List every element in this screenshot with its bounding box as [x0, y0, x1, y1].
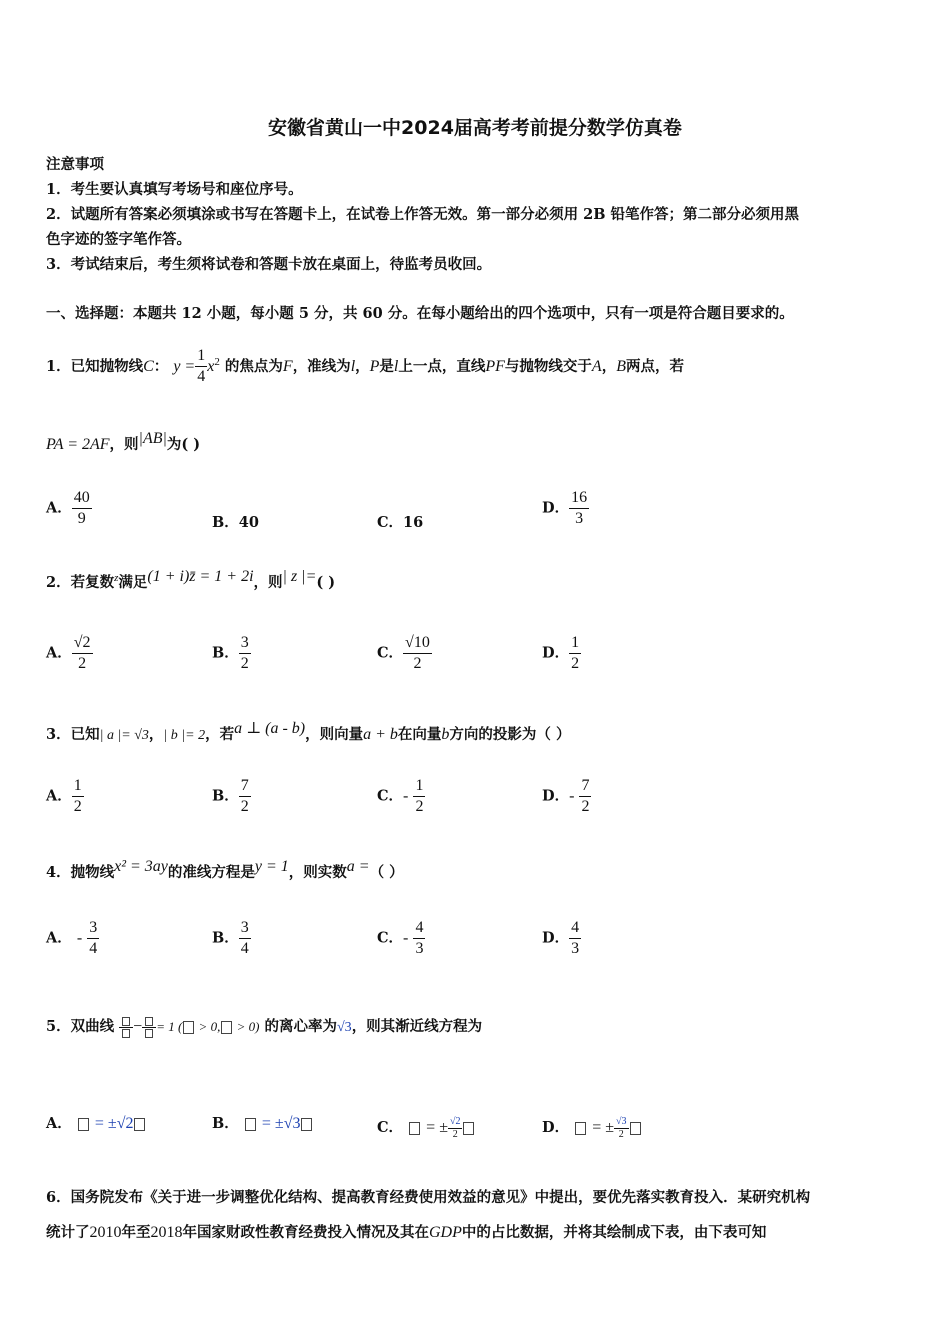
q1-text: ，准线为 — [292, 357, 351, 375]
q1-colon: ： — [153, 357, 169, 375]
q4-equation: x² = 3ay — [114, 858, 168, 875]
q1-text: ， — [601, 357, 617, 375]
q5-text: 5．双曲线 — [46, 1018, 115, 1035]
q1-paren: 为( ) — [166, 435, 201, 453]
option-num: 3 — [239, 633, 251, 654]
q2-text: ，则 — [253, 573, 283, 591]
question-1-stem — [46, 342, 684, 387]
q2-equation: (1 + i)z̄ = 1 + 2i — [147, 568, 254, 585]
notice-heading: 注意事项 — [46, 156, 104, 173]
q1-frac-den: 4 — [197, 368, 206, 386]
q5-option-a[interactable] — [46, 1112, 146, 1133]
option-num: √2 — [449, 1115, 461, 1127]
option-label: A． — [46, 929, 72, 947]
q1-abs-AB: |AB| — [138, 430, 167, 447]
q2-option-a[interactable] — [46, 633, 93, 674]
q3-text: 3．已知 — [46, 725, 100, 743]
option-num: √10 — [403, 633, 432, 654]
q5-option-d[interactable] — [542, 1096, 642, 1141]
question-5-stem: 5．双曲线 − = 1 ( > 0, > 0) 的离心率为√3，则其渐近线方程为 — [46, 1012, 482, 1043]
q3-a-plus-b: a + b — [363, 725, 398, 743]
q5-cond-a: > 0, — [195, 1019, 221, 1034]
q1-var-PF: PF — [485, 357, 505, 375]
q1-option-a[interactable] — [46, 488, 92, 529]
option-den: 2 — [618, 1128, 624, 1140]
missing-glyph-icon — [575, 1122, 586, 1135]
notice-item-3: 3．考试结束后，考生须将试卷和答题卡放在桌面上，待监考员收回。 — [46, 256, 492, 273]
option-den: 3 — [415, 940, 424, 957]
option-label: B． — [212, 514, 239, 531]
notice-item-1: 1．考生要认真填写考场号和座位序号。 — [46, 181, 303, 198]
option-value: 40 — [238, 514, 259, 531]
q3-perp: a ⊥ (a - b) — [234, 720, 306, 737]
option-label: B． — [212, 1115, 239, 1132]
option-expr: = ± — [592, 1119, 615, 1136]
option-label: A． — [46, 787, 72, 805]
option-label: D． — [542, 644, 570, 662]
option-label: B． — [212, 787, 239, 805]
option-label: C． — [377, 514, 404, 531]
option-num: 40 — [72, 488, 92, 509]
q5-frac-y — [142, 1016, 156, 1039]
q6-text: 年至 — [121, 1224, 151, 1241]
q2-option-d[interactable] — [542, 633, 581, 674]
q4-text: 的准线方程是 — [167, 863, 255, 881]
q3-abs-b: | b |= 2 — [163, 727, 206, 743]
option-den: 3 — [575, 510, 584, 527]
q4-option-a[interactable] — [46, 918, 99, 959]
option-den: 3 — [571, 940, 580, 957]
q5-text: ，则其渐近线方程为 — [351, 1018, 483, 1035]
q5-option-b[interactable] — [212, 1112, 313, 1133]
q2-option-b[interactable] — [212, 633, 251, 674]
missing-glyph-icon — [134, 1118, 145, 1131]
option-label: B． — [212, 644, 239, 662]
q6-year-start: 2010 — [89, 1224, 122, 1241]
option-den: 2 — [240, 798, 249, 815]
option-expr: = ±√2 — [94, 1115, 134, 1132]
option-label: C． — [377, 929, 404, 947]
missing-glyph-icon — [221, 1021, 232, 1034]
option-label: D． — [542, 499, 570, 517]
page-title: 安徽省黄山一中2024届高考考前提分数学仿真卷 — [268, 117, 682, 139]
missing-glyph-icon — [301, 1118, 312, 1131]
option-sign: - — [403, 929, 409, 947]
q3-option-a[interactable] — [46, 776, 84, 817]
notice-item-2-cont: 色字迹的签字笔作答。 — [46, 231, 191, 248]
q1-option-c[interactable] — [377, 511, 423, 532]
q4-var-a: a = — [346, 858, 370, 875]
q1-text: 的焦点为 — [224, 357, 283, 375]
option-num: 3 — [239, 918, 251, 939]
missing-glyph-icon — [122, 1017, 130, 1026]
option-num: 1 — [72, 776, 84, 797]
option-num: 1 — [413, 776, 425, 797]
section-heading: 一、选择题：本题共 12 小题，每小题 5 分，共 60 分。在每小题给出的四个选项中，只有一项是符合题目要求的。 — [46, 305, 794, 322]
q3-abs-a: | a |= √3 — [99, 727, 149, 743]
q1-frac-num: 1 — [195, 346, 207, 367]
q2-text: 2．若复数 — [46, 573, 115, 591]
q4-paren: （ ） — [369, 863, 404, 881]
q4-option-c[interactable] — [377, 918, 425, 959]
q3-option-d[interactable] — [542, 776, 591, 817]
option-num: 1 — [569, 633, 581, 654]
q5-text: 的离心率为 — [264, 1018, 337, 1035]
option-label: D． — [542, 929, 570, 947]
option-num: 7 — [579, 776, 591, 797]
option-den: 2 — [78, 655, 87, 672]
option-den: 2 — [73, 798, 82, 815]
missing-glyph-icon — [630, 1122, 641, 1135]
missing-glyph-icon — [463, 1122, 474, 1135]
option-den: 2 — [452, 1128, 458, 1140]
option-num: 3 — [87, 918, 99, 939]
option-den: 2 — [240, 655, 249, 672]
q5-eq: = 1 ( — [156, 1019, 183, 1034]
q1-x: x — [207, 357, 215, 375]
question-1-stem-cont — [46, 430, 200, 454]
q1-text: 与抛物线交于 — [504, 357, 592, 375]
q6-text: 年国家财政性教育经费投入情况及其在 — [182, 1224, 429, 1241]
missing-glyph-icon — [409, 1122, 420, 1135]
option-den: 2 — [581, 798, 590, 815]
missing-glyph-icon — [122, 1029, 130, 1038]
q1-var-C: C — [143, 357, 154, 375]
q1-var-A: A — [591, 357, 602, 375]
option-label: A． — [46, 1115, 72, 1132]
q3-option-b[interactable] — [212, 776, 251, 817]
q1-text: 上一点，直线 — [398, 357, 486, 375]
q1-text: ，则 — [109, 435, 139, 453]
q5-eccentricity: √3 — [337, 1020, 352, 1035]
q4-option-b[interactable] — [212, 918, 251, 959]
q4-option-d[interactable] — [542, 918, 581, 959]
option-num: 7 — [239, 776, 251, 797]
q6-gdp: GDP — [429, 1224, 462, 1241]
q2-paren: ( ) — [316, 573, 336, 591]
question-6-line-1: 6．国务院发布《关于进一步调整优化结构、提高教育经费使用效益的意见》中提出，要优先落实教育投入．某研究机构 — [46, 1189, 811, 1206]
q1-var-l: l — [393, 357, 399, 375]
option-den: 9 — [77, 510, 86, 527]
option-expr: = ±√3 — [261, 1115, 301, 1132]
question-2-stem — [46, 568, 335, 592]
q1-fraction — [195, 346, 207, 387]
q1-text: 两点，若 — [625, 357, 684, 375]
q4-text: 4．抛物线 — [46, 863, 115, 881]
q3-option-c[interactable] — [377, 776, 425, 817]
question-3-stem — [46, 718, 570, 744]
question-6-line-2 — [46, 1221, 766, 1242]
q2-var-z: z — [114, 572, 119, 584]
q2-abs-z: | z |= — [282, 568, 317, 585]
option-sign: - — [403, 787, 409, 805]
missing-glyph-icon — [145, 1017, 153, 1026]
q2-option-c[interactable] — [377, 633, 432, 674]
q1-condition: PA = 2AF — [46, 435, 110, 453]
option-label: A． — [46, 644, 72, 662]
option-den: 2 — [413, 655, 422, 672]
missing-glyph-icon — [145, 1029, 153, 1038]
option-label: B． — [212, 929, 239, 947]
option-num: √2 — [72, 633, 93, 654]
option-value: 16 — [403, 514, 424, 531]
option-label: D． — [542, 787, 570, 805]
q1-option-b[interactable] — [212, 511, 259, 532]
option-sign: - — [76, 929, 83, 947]
option-label: C． — [377, 787, 404, 805]
option-label: D． — [542, 1119, 570, 1136]
q1-var-P: P — [369, 357, 380, 375]
missing-glyph-icon — [245, 1118, 256, 1131]
option-num: 4 — [569, 918, 581, 939]
q6-text: 中的占比数据，并将其绘制成下表，由下表可知 — [461, 1224, 767, 1241]
q1-sup: 2 — [214, 356, 220, 368]
q3-var-b: b — [441, 725, 450, 743]
option-den: 4 — [89, 940, 98, 957]
option-den: 4 — [240, 940, 249, 957]
q5-option-c[interactable] — [377, 1096, 475, 1141]
option-num: 4 — [413, 918, 425, 939]
q1-eq-lhs: y = — [173, 357, 196, 375]
notice-item-2: 2．试题所有答案必须填涂或书写在答题卡上，在试卷上作答无效。第一部分必须用 2B 铅笔作答；第二部分必须用黑 — [46, 206, 800, 223]
missing-glyph-icon — [183, 1021, 194, 1034]
q5-frac-x — [119, 1016, 133, 1039]
q4-directrix: y = 1 — [254, 858, 289, 875]
option-label: C． — [377, 1119, 404, 1136]
option-label: C． — [377, 644, 404, 662]
question-4-stem — [46, 858, 404, 882]
option-num: √3 — [616, 1115, 627, 1127]
q1-text: 是 — [379, 357, 394, 375]
option-num: 16 — [569, 488, 589, 509]
q2-text: 满足 — [118, 573, 148, 591]
q3-text: ，则向量 — [305, 725, 364, 743]
option-den: 2 — [415, 798, 424, 815]
q3-text: 方向的投影为（ ） — [449, 725, 571, 743]
option-den: 2 — [571, 655, 580, 672]
q1-var-l: l — [350, 357, 356, 375]
q1-option-d[interactable] — [542, 488, 589, 529]
missing-glyph-icon — [78, 1118, 89, 1131]
option-expr: = ± — [426, 1119, 448, 1136]
q1-var-F: F — [282, 357, 293, 375]
q4-text: ，则实数 — [288, 863, 347, 881]
q1-text: 1．已知抛物线 — [46, 357, 144, 375]
q3-text: ，若 — [205, 725, 235, 743]
q1-text: ， — [355, 357, 370, 375]
q6-text: 统计了 — [46, 1224, 90, 1241]
q1-var-B: B — [616, 357, 626, 375]
option-sign: - — [569, 787, 575, 805]
option-label: A． — [46, 499, 72, 517]
q5-cond-b: > 0) — [233, 1019, 260, 1034]
q6-year-end: 2018 — [150, 1224, 183, 1241]
q3-text: 在向量 — [397, 725, 442, 743]
q3-text: ， — [148, 725, 164, 743]
